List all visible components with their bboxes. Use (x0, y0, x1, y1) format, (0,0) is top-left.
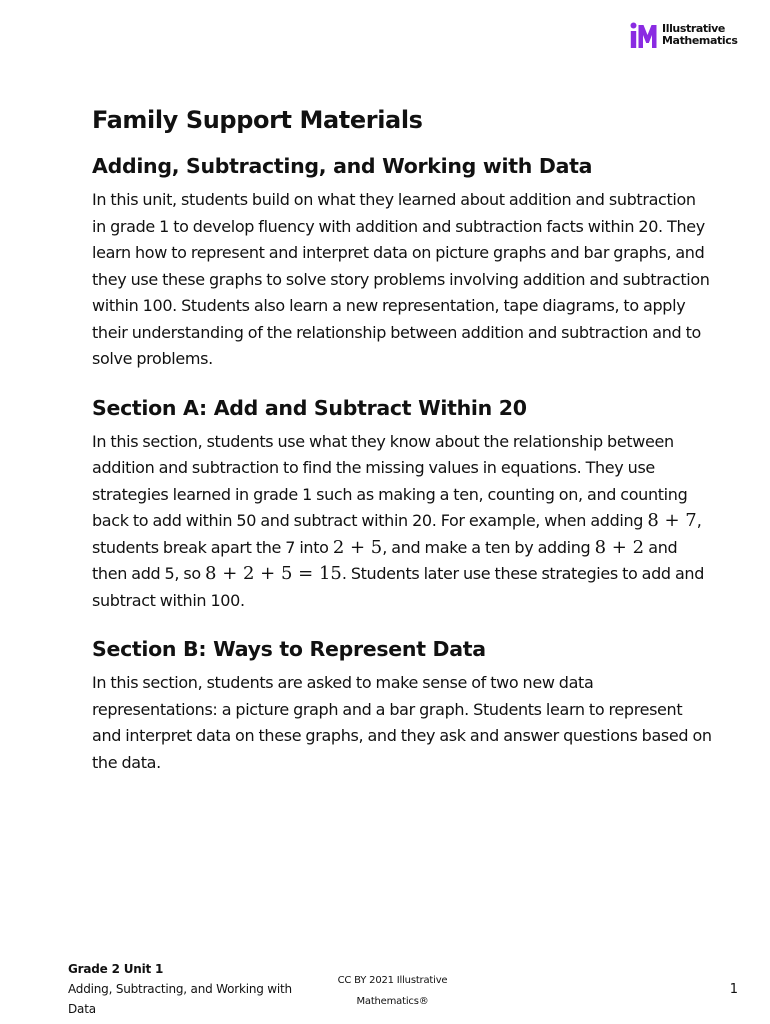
section-a-text-2: , students break apart the 7 into (92, 511, 702, 557)
section-a-heading: Section A: Add and Subtract Within 20 (92, 395, 527, 420)
footer-license (330, 970, 455, 1012)
math-expression-1: 8 + 7 (647, 510, 697, 531)
logo-line-2: Mathematics (662, 34, 738, 47)
section-a-text-1: In this section, students use what they know about the relationship between addition and subtraction to find the missing values in equations. They use strategies learned in grade 1 such as making a ten, counting on, and counting back to add within 50 and subtract within 20. For example, when adding (92, 431, 688, 530)
section-a-text-3: , and make a ten by adding (382, 537, 595, 557)
footer-unit-info (68, 959, 308, 1019)
math-expression-3: 8 + 2 (594, 536, 645, 558)
section-a-text-4: and then add 5, so (92, 537, 678, 583)
section-a-text-5: . Students later use these strategies to add and subtract within 100. (92, 564, 705, 610)
math-expression-4: 8 + 2 + 5 = 15 (205, 563, 342, 584)
logo-line-1: Illustrative (662, 22, 725, 35)
section-b-heading: Section B: Ways to Represent Data (92, 637, 486, 661)
unit-heading: Adding, Subtracting, and Working with Data (92, 154, 593, 178)
section-b-paragraph: In this section, students are asked to make sense of two new data representations: a picture graph and a bar graph. Students learn to represent and interpret data on these graphs, and they ask and answer questions based on the data. (92, 673, 712, 772)
logo-wordmark (662, 23, 738, 47)
footer-license-line-2: Mathematics® (356, 996, 429, 1007)
document-title: Family Support Materials (92, 106, 423, 134)
section-a-paragraph (92, 429, 712, 615)
math-expression-2: 2 + 5 (332, 536, 383, 558)
footer-unit-title: Adding, Subtracting, and Working with Data (68, 982, 292, 1016)
footer-license-line-1: CC BY 2021 Illustrative (337, 975, 448, 986)
illustrative-mathematics-logo (629, 22, 739, 50)
footer-grade-unit: Grade 2 Unit 1 (68, 962, 164, 976)
im-logo-icon (629, 22, 659, 50)
unit-paragraph: In this unit, students build on what they learned about addition and subtraction in grade 1 to develop fluency with addition and subtraction facts within 20. They learn how to represent and interpret data on picture graphs and bar graphs, and they use these graphs to solve story problems involving addition and subtraction within 100. Students also learn a new representation, tape diagrams, to apply their understanding of the relationship between addition and subtraction and to solve problems. (92, 190, 710, 368)
document-body (92, 103, 712, 776)
page-number: 1 (729, 982, 738, 997)
